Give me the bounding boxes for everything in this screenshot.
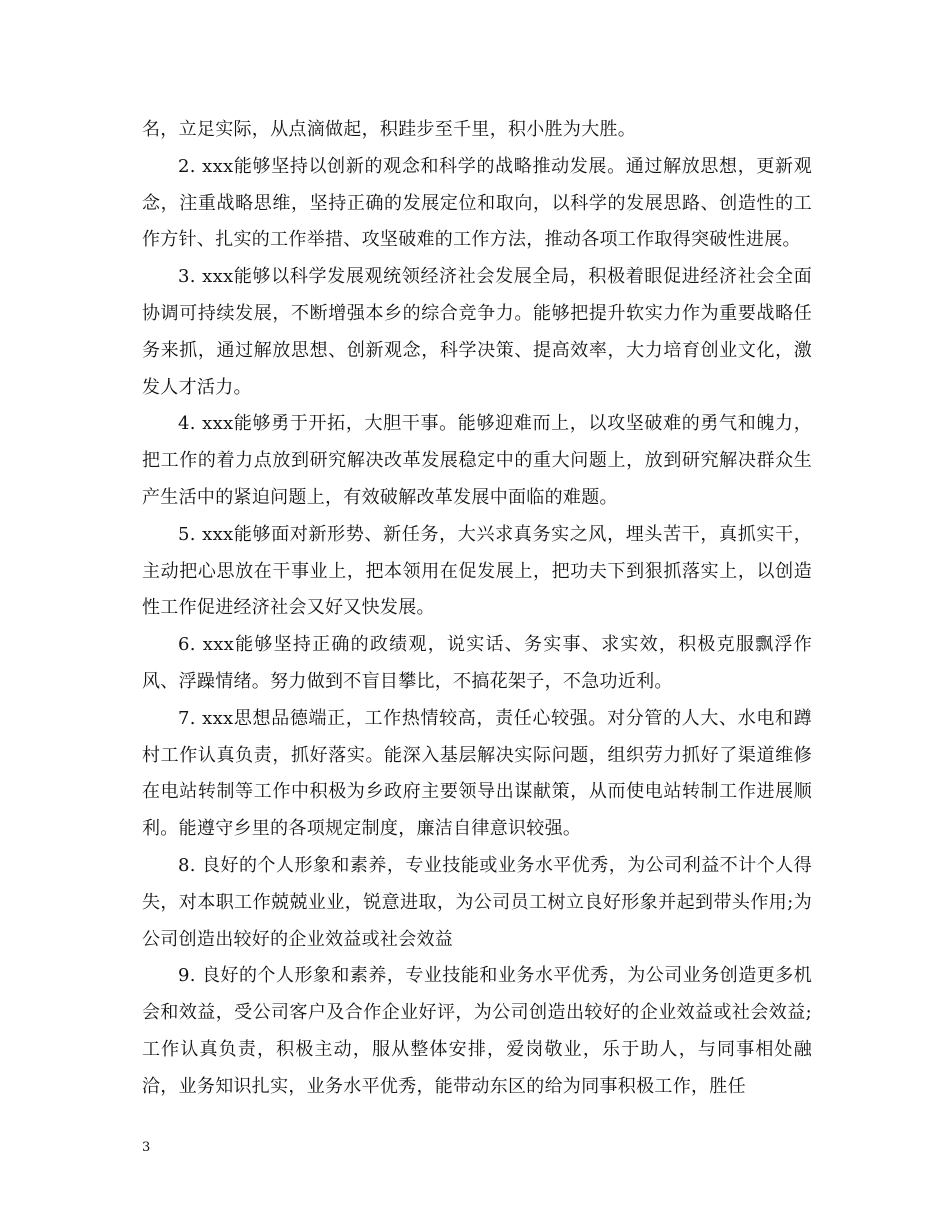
paragraph-item-6: 6. xxx能够坚持正确的政绩观，说实话、务实事、求实效，积极克服飘浮作风、浮躁情绪。努力做到不盲目攀比，不搞花架子，不急功近利。 xyxy=(142,634,812,692)
document-body xyxy=(142,112,812,1106)
page-number: 3 xyxy=(142,1140,151,1155)
paragraph-item-5: 5. xxx能够面对新形势、新任务，大兴求真务实之风，埋头苦干，真抓实干，主动把心思放在干事业上，把本领用在促发展上，把功夫下到狠抓落实上，以创造性工作促进经济社会又好又快发展。 xyxy=(142,523,812,619)
paragraph-item-9: 9. 良好的个人形象和素养，专业技能和业务水平优秀，为公司业务创造更多机会和效益，受公司客户及合作企业好评，为公司创造出较好的企业效益或社会效益;工作认真负责，积极主动，服从整体安排，爱岗敬业，乐于助人，与同事相处融洽，业务知识扎实，业务水平优秀，能带动东区的给为同事积极工作，胜任 xyxy=(142,965,812,1097)
paragraph-item-7: 7. xxx思想品德端正，工作热情较高，责任心较强。对分管的人大、水电和蹲村工作认真负责，抓好落实。能深入基层解决实际问题，组织劳力抓好了渠道维修在电站转制等工作中积极为乡政府主要领导出谋献策，从而使电站转制工作进展顺利。能遵守乡里的各项规定制度，廉洁自律意识较强。 xyxy=(142,707,812,840)
paragraph-item-2: 2. xxx能够坚持以创新的观念和科学的战略推动发展。通过解放思想，更新观念，注重战略思维，坚持正确的发展定位和取向，以科学的发展思路、创造性的工作方针、扎实的工作举措、攻坚破难的工作方法，推动各项工作取得突破性进展。 xyxy=(142,155,812,251)
paragraph-item-8: 8. 良好的个人形象和素养，专业技能或业务水平优秀，为公司利益不计个人得失，对本职工作兢兢业业，锐意进取，为公司员工树立良好形象并起到带头作用;为公司创造出较好的企业效益或社会效益 xyxy=(142,854,812,950)
paragraph-item-3: 3. xxx能够以科学发展观统领经济社会发展全局，积极着眼促进经济社会全面协调可持续发展，不断增强本乡的综合竞争力。能够把提升软实力作为重要战略任务来抓，通过解放思想、创新观念，科学决策、提高效率，大力培育创业文化，激发人才活力。 xyxy=(142,266,812,398)
paragraph-continuation: 名，立足实际，从点滴做起，积跬步至千里，积小胜为大胜。 xyxy=(142,119,637,140)
paragraph-item-4: 4. xxx能够勇于开拓，大胆干事。能够迎难而上，以攻坚破难的勇气和魄力，把工作的着力点放到研究解决改革发展稳定中的重大问题上，放到研究解决群众生产生活中的紧迫问题上，有效破解改革发展中面临的难题。 xyxy=(142,413,812,508)
